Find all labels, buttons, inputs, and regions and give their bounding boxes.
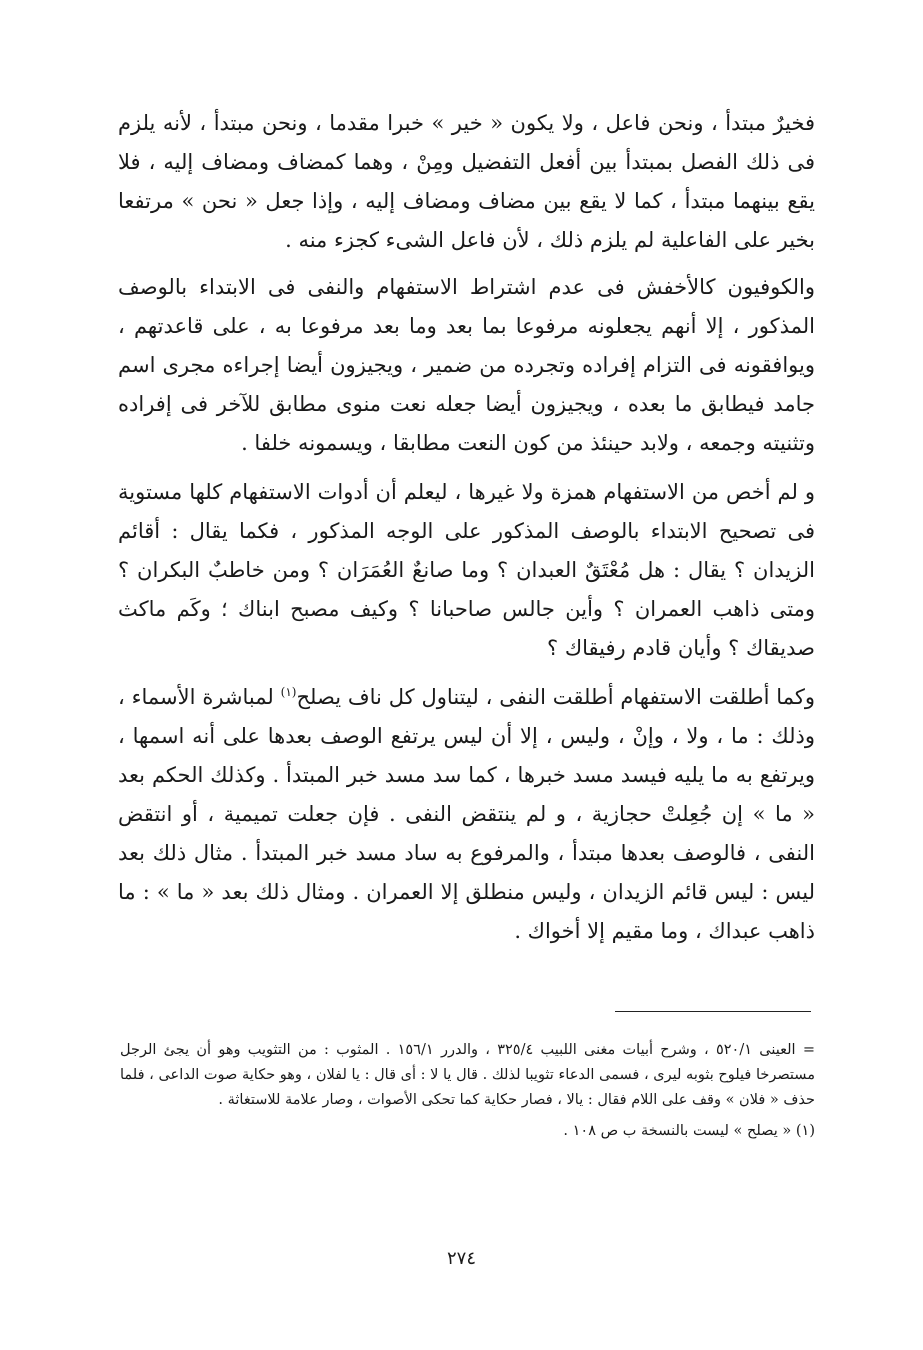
- paragraph-4-rest: لمباشرة الأسماء ، وذلك : ما ، ولا ، وإنْ ، وليس ، إلا أن ليس يرتفع الوصف بعدها على أنه اسمها ، ويرتفع به ما يليه فيسد مسد خبرها ، كما سد مسد خبر المبتدأ . وكذلك الحكم بعد « ما » إن جُعِلتْ حجازية ، و لم ينتقض النفى . فإن جعلت تميمية ، أو انتقض النفى ، فالوصف بعدها مبتدأ ، والمرفوع به ساد مسد خبر المبتدأ . مثال ذلك بعد ليس : ليس قائم الزيدان ، وليس منطلق إلا العمران . ومثال ذلك بعد « ما » : ما ذاهب عبداك ، وما مقيم إلا أخواك .: [118, 685, 815, 943]
- footnote-continued: = العينى ٥٢٠/١ ، وشرح أبيات مغنى اللبيب ٣٢٥/٤ ، والدرر ١٥٦/١ . المثوب : من التثويب وهو أن يجئ الرجل مستصرخا فيلوح بثوبه ليرى ، فسمى الدعاء تثويبا لذلك . قال يا لا : أى قال : يا لفلان ، وهو حكاية صوت الداعى ، فلما حذف « فلان » وقف على اللام فقال : يالا ، فصار حكاية كما تحكى الأصوات ، وصار علامة للاستغاثة .: [120, 1042, 815, 1108]
- page-number: ٢٧٤: [446, 1248, 476, 1269]
- paragraph-1: فخيرٌ مبتدأ ، ونحن فاعل ، ولا يكون « خير » خبرا مقدما ، ونحن مبتدأ ، لأنه يلزم فى ذلك الفصل بمبتدأ بين أفعل التفضيل ومِنْ ، وهما كمضاف ومضاف إليه ، فلا يقع بينهما مبتدأ ، كما لا يقع بين مضاف ومضاف إليه ، وإذا جعل « نحن » مرتفعا بخير على الفاعلية لم يلزم ذلك ، لأن فاعل الشىء كجزء منه .: [118, 111, 815, 252]
- footnote-divider: [615, 1011, 811, 1012]
- paragraph-4: [118, 678, 815, 951]
- footnotes: [120, 1038, 815, 1144]
- footnote-1: (١) « يصلح » ليست بالنسخة ب ص ١٠٨ .: [563, 1123, 815, 1139]
- main-text: [118, 104, 815, 961]
- footnote-reference: (١): [280, 685, 297, 699]
- paragraph-2: والكوفيون كالأخفش فى عدم اشتراط الاستفهام والنفى فى الابتداء بالوصف المذكور ، إلا أنهم يجعلونه مرفوعا بما بعد وما بعد مرفوعا به ، على قاعدتهم ، ويوافقونه فى التزام إفراده وتجرده من ضمير ، ويجيزون أيضا إجراءه مجرى اسم جامد فيطابق ما بعده ، ويجيزون أيضا جعله نعت منوى مطابق للآخر فى إفراده وتثنيته وجمعه ، ولابد حينئذ من كون النعت مطابقا ، ويسمونه خلفا .: [118, 275, 815, 455]
- paragraph-4-start: وكما أطلقت الاستفهام أطلقت النفى ، ليتناول كل ناف يصلح: [296, 685, 815, 709]
- paragraph-3: و لم أخص من الاستفهام همزة ولا غيرها ، ليعلم أن أدوات الاستفهام كلها مستوية فى تصحيح الابتداء بالوصف المذكور على الوجه المذكور ، فكما يقال : أقائم الزيدان ؟ يقال : هل مُعْتَقٌ العبدان ؟ وما صانعٌ العُمَرَان ؟ ومن خاطبٌ البكران ؟ ومتى ذاهب العمران ؟ وأين جالس صاحبانا ؟ وكيف مصبح ابناك ؛ وكَم ماكث صديقاك ؟ وأيان قادم رفيقاك ؟: [118, 480, 815, 660]
